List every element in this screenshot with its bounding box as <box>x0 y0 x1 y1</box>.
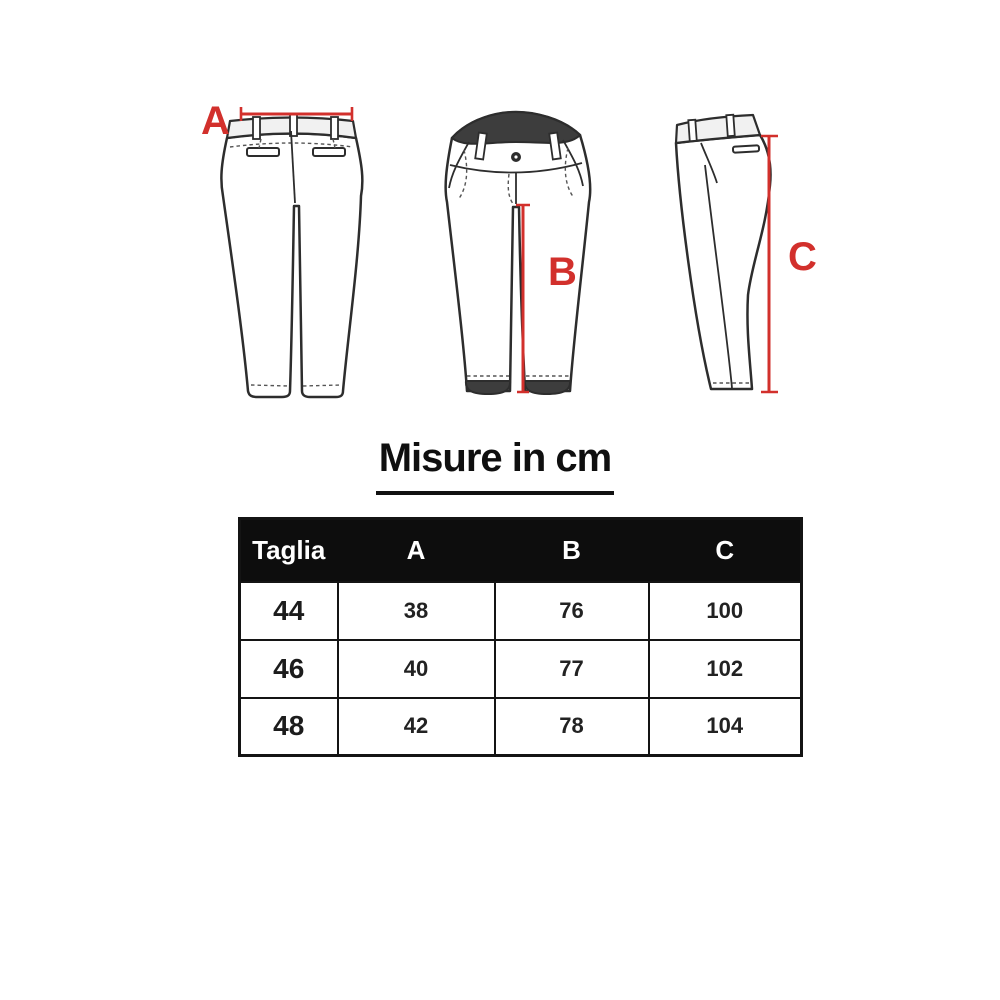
belt-loop <box>688 120 696 141</box>
table-row-size-48 <box>240 698 802 756</box>
hem-cuff <box>466 381 510 394</box>
header-cell-a: A <box>338 519 495 582</box>
pants-front-view <box>446 112 591 394</box>
cell-size: 46 <box>240 640 338 698</box>
measure-label-a: A <box>201 99 230 143</box>
cell-measure-b: 77 <box>495 640 649 698</box>
belt-loop <box>331 117 338 139</box>
pants-back-view <box>201 99 362 397</box>
header-cell-b: B <box>495 519 649 582</box>
size-table <box>238 517 803 757</box>
header-cell-c: C <box>649 519 802 582</box>
cell-size: 44 <box>240 582 338 640</box>
cell-measure-c: 100 <box>649 582 802 640</box>
cell-measure-a: 38 <box>338 582 495 640</box>
pants-side-view <box>676 115 817 392</box>
cell-measure-a: 42 <box>338 698 495 756</box>
title-underline <box>376 491 614 495</box>
page-title: Misure in cm <box>378 436 612 480</box>
hem-cuff <box>525 381 570 394</box>
size-table-header-row <box>240 519 802 582</box>
header-cell-taglia: Taglia <box>240 519 338 582</box>
waist-button-hole <box>514 155 517 158</box>
belt-loop <box>253 117 260 139</box>
back-pocket <box>733 145 759 152</box>
pants-back-body <box>221 134 362 398</box>
belt-loop <box>726 115 734 136</box>
pants-measurement-diagram <box>0 0 1000 440</box>
pants-side-body <box>676 135 771 389</box>
cell-measure-c: 104 <box>649 698 802 756</box>
cell-measure-b: 76 <box>495 582 649 640</box>
table-row-size-44 <box>240 582 802 640</box>
cell-measure-b: 78 <box>495 698 649 756</box>
cell-measure-c: 102 <box>649 640 802 698</box>
title-block <box>295 436 695 495</box>
cell-measure-a: 40 <box>338 640 495 698</box>
back-pocket <box>313 148 345 156</box>
measure-label-b: B <box>548 250 577 294</box>
waistband-interior <box>452 112 580 144</box>
back-pocket <box>247 148 279 156</box>
table-row-size-46 <box>240 640 802 698</box>
cell-size: 48 <box>240 698 338 756</box>
measure-label-c: C <box>788 235 817 279</box>
